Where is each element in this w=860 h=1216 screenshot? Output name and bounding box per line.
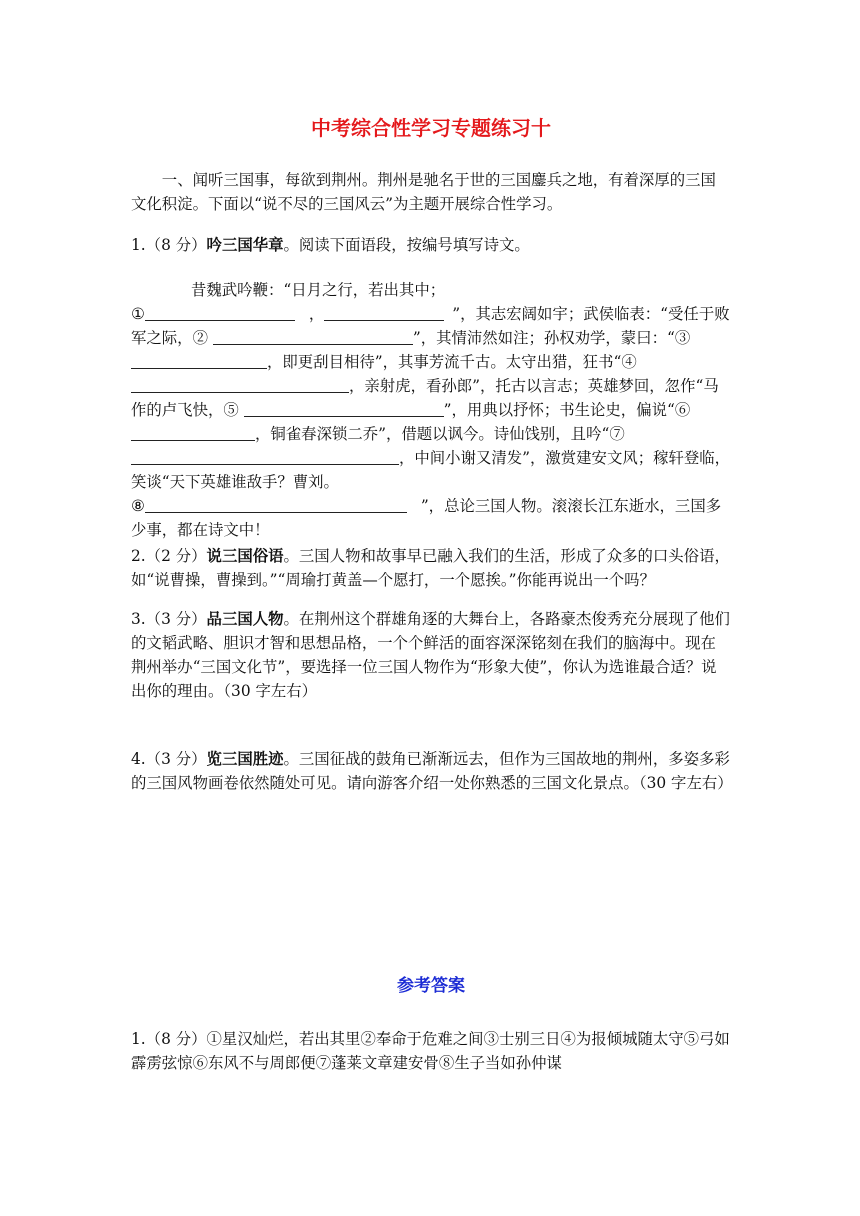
- intro-paragraph: 一、闻听三国事，每欲到荆州。荆州是驰名于世的三国鏖兵之地，有着深厚的三国文化积淀。下面以“说不尽的三国风云”为主题开展综合性学习。: [131, 171, 716, 213]
- question-2-text: 。三国人物和故事早已融入我们的生活，形成了众多的口头俗语，如“说曹操，曹操到。”“周瑜打黄盖—个愿打，一个愿挨。”你能再说出一个吗？: [131, 547, 730, 589]
- question-3: [131, 607, 731, 703]
- question-2-topic: 说三国俗语: [206, 547, 284, 565]
- blank-1-number: ①: [131, 305, 145, 323]
- blank-1: [145, 303, 295, 321]
- blank-8-number: ⑧: [131, 497, 145, 515]
- blank-5: [244, 399, 444, 417]
- blank-3: [131, 351, 267, 369]
- question-1: [131, 233, 731, 257]
- answer-1: 1.（8 分）①星汉灿烂，若出其里②奉命于危难之间③士别三日④为报倾城随太守⑤弓如霹雳弦惊⑥东风不与周郎便⑦蓬莱文章建安骨⑧生子当如孙仲谋: [131, 1030, 730, 1072]
- poem-text-3: ”，其情沛然如注；孙权劝学，蒙曰：“③: [412, 329, 691, 347]
- question-1-score: 1.（8 分）: [131, 236, 207, 254]
- question-4-score: 4.（3 分）: [131, 750, 207, 768]
- question-1-text: 。阅读下面语段，按编号填写诗文。: [283, 236, 530, 254]
- question-3-text: 。在荆州这个群雄角逐的大舞台上，各路豪杰俊秀充分展现了他们的文韬武略、胆识才智和思想品格，一个个鲜活的面容深深铭刻在我们的脑海中。现在荆州举办“三国文化节”，要选择一位三国人物作为“形象大使”，你认为选谁最合适？说出你的理由。（30 字左右）: [131, 610, 730, 700]
- blank-7: [131, 447, 399, 465]
- question-4: [131, 747, 731, 795]
- poem-text-8: ，中间小谢又清发”，激赏建安文风；稼轩登临，笑谈“天下英雄谁敌手？曹刘。: [131, 449, 731, 491]
- poem-text-9: ”，总论三国人物。滚滚长江东逝水，三国多少事，都在诗文中！: [131, 497, 722, 539]
- poem-text-2: ”，其志宏阔如宇；武侯临表：“受任于败军之际，②: [131, 305, 730, 347]
- question-4-text: 。三国征战的鼓角已渐渐远去，但作为三国故地的荆州，多姿多彩的三国风物画卷依然随处可见。请向游客介绍一处你熟悉的三国文化景点。（30 字左右）: [131, 750, 733, 792]
- poem-text-4: ，即更刮目相待”，其事芳流千古。太守出猎，狂书“④: [267, 353, 637, 371]
- question-3-score: 3.（3 分）: [131, 610, 207, 628]
- question-2: [131, 544, 731, 592]
- question-4-topic: 览三国胜迹: [206, 750, 284, 768]
- blank-8: [145, 495, 407, 513]
- poem-passage: [131, 278, 731, 542]
- document-title: 中考综合性学习专题练习十: [311, 116, 551, 140]
- answer-section-title: 参考答案: [397, 976, 465, 996]
- blank-4: [131, 375, 349, 393]
- question-3-topic: 品三国人物: [206, 610, 284, 628]
- blank-6: [131, 423, 255, 441]
- poem-text-1: ，: [308, 305, 325, 323]
- blank-2: [213, 327, 413, 345]
- question-2-score: 2.（2 分）: [131, 547, 207, 565]
- question-1-topic: 吟三国华章: [206, 236, 284, 254]
- poem-line-0: 昔魏武吟鞭：“日月之行，若出其中；: [191, 281, 446, 299]
- poem-text-7: ，铜雀春深锁二乔”，借题以讽今。诗仙饯别，且吟“⑦: [255, 425, 625, 443]
- blank-1b: [324, 303, 444, 321]
- poem-text-6: ”，用典以抒怀；书生论史，偏说“⑥: [443, 401, 691, 419]
- poem-text-5: ，亲射虎，看孙郎”，托古以言志；英雄梦回，忽作“马作的卢飞快，⑤: [131, 377, 719, 419]
